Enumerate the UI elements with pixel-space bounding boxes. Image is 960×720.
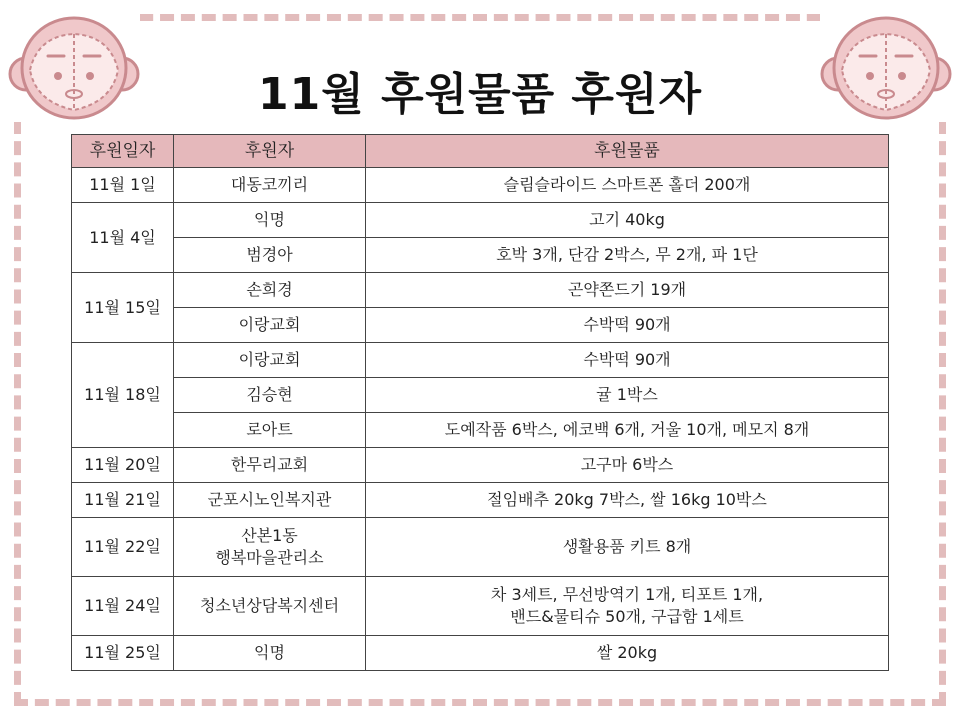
date-cell: 11월 21일 — [72, 483, 174, 518]
table-header-row — [72, 135, 889, 168]
items-cell: 생활용품 키트 8개 — [366, 518, 889, 577]
header-donor: 후원자 — [174, 135, 366, 168]
donor-name-line: 행복마을관리소 — [215, 548, 324, 567]
items-cell: 쌀 20kg — [366, 636, 889, 671]
items-cell: 고기 40kg — [366, 203, 889, 238]
table-row — [72, 168, 889, 203]
items-cell: 슬림슬라이드 스마트폰 홀더 200개 — [366, 168, 889, 203]
date-cell: 11월 25일 — [72, 636, 174, 671]
items-cell — [366, 577, 889, 636]
items-cell: 귤 1박스 — [366, 378, 889, 413]
items-cell: 호박 3개, 단감 2박스, 무 2개, 파 1단 — [366, 238, 889, 273]
items-cell: 곤약쫀드기 19개 — [366, 273, 889, 308]
table-row — [72, 308, 889, 343]
donor-cell: 청소년상담복지센터 — [174, 577, 366, 636]
date-cell: 11월 4일 — [72, 203, 174, 273]
date-cell: 11월 22일 — [72, 518, 174, 577]
header-date: 후원일자 — [72, 135, 174, 168]
donor-cell — [174, 518, 366, 577]
date-cell: 11월 20일 — [72, 448, 174, 483]
date-cell: 11월 18일 — [72, 343, 174, 448]
page-title: 11월 후원물품 후원자 — [258, 69, 702, 120]
donor-cell: 익명 — [174, 203, 366, 238]
date-cell: 11월 15일 — [72, 273, 174, 343]
table-row — [72, 203, 889, 238]
items-cell: 절임배추 20kg 7박스, 쌀 16kg 10박스 — [366, 483, 889, 518]
header-items: 후원물품 — [366, 135, 889, 168]
donor-cell: 이랑교회 — [174, 308, 366, 343]
table-row — [72, 518, 889, 577]
table-row — [72, 448, 889, 483]
donor-name-line: 산본1동 — [241, 526, 298, 545]
items-line: 밴드&물티슈 50개, 구급함 1세트 — [510, 607, 744, 626]
table-row — [72, 343, 889, 378]
donation-table — [71, 134, 889, 671]
items-cell: 수박떡 90개 — [366, 343, 889, 378]
date-cell: 11월 1일 — [72, 168, 174, 203]
table-row — [72, 483, 889, 518]
table-row — [72, 413, 889, 448]
items-cell: 수박떡 90개 — [366, 308, 889, 343]
donor-cell: 군포시노인복지관 — [174, 483, 366, 518]
donor-cell: 이랑교회 — [174, 343, 366, 378]
items-line: 차 3세트, 무선방역기 1개, 티포트 1개, — [490, 585, 764, 604]
table-row — [72, 273, 889, 308]
donor-cell: 한무리교회 — [174, 448, 366, 483]
table-row — [72, 636, 889, 671]
donor-cell: 김승현 — [174, 378, 366, 413]
donor-cell: 대동코끼리 — [174, 168, 366, 203]
table-row — [72, 577, 889, 636]
date-cell: 11월 24일 — [72, 577, 174, 636]
table-row — [72, 378, 889, 413]
table-row — [72, 238, 889, 273]
donor-cell: 로아트 — [174, 413, 366, 448]
donor-cell: 익명 — [174, 636, 366, 671]
donor-cell: 범경아 — [174, 238, 366, 273]
donor-cell: 손희경 — [174, 273, 366, 308]
items-cell: 도예작품 6박스, 에코백 6개, 거울 10개, 메모지 8개 — [366, 413, 889, 448]
items-cell: 고구마 6박스 — [366, 448, 889, 483]
